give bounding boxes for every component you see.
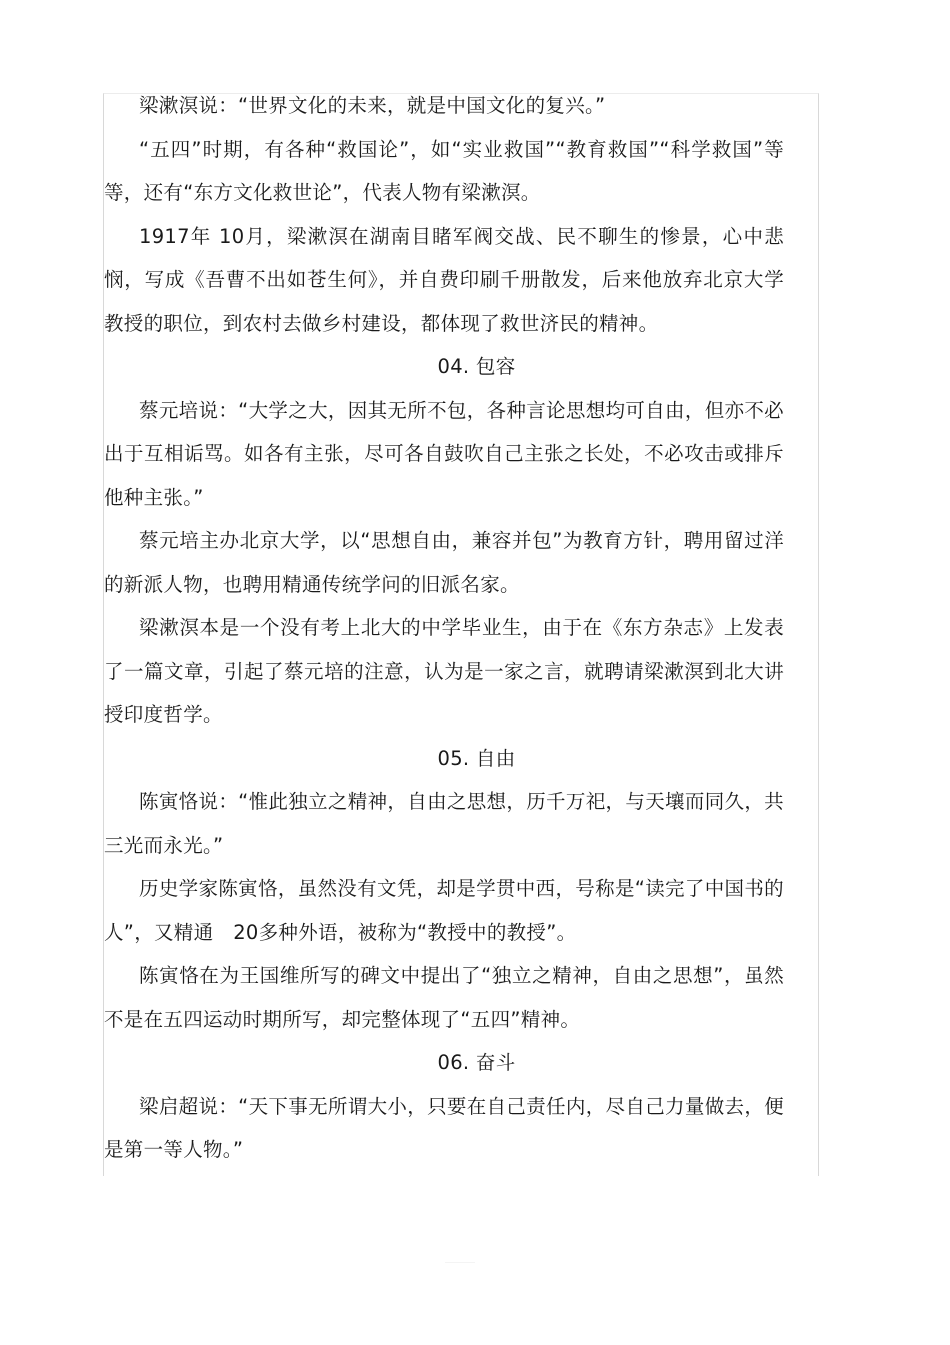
paragraph: 陈寅恪说：“惟此独立之精神，自由之思想，历千万祀，与天壤而同久，共三光而永光。” [104, 790, 784, 857]
paragraph: 蔡元培主办北京大学，以“思想自由，兼容并包”为教育方针，聘用留过洋的新派人物，也聘用精通传统学问的旧派名家。 [104, 529, 784, 596]
paragraph: “五四”时期，有各种“救国论”，如“实业救国”“教育救国”“科学救国”等等，还有“东方文化救世论”，代表人物有梁漱溟。 [104, 137, 784, 204]
paragraph: 1917年 10月，梁漱溟在湖南目睹军阀交战、民不聊生的惨景，心中悲悯，写成《吾曹不出如苍生何》，并自费印刷千册散发，后来他放弃北京大学教授的职位，到农村去做乡村建设，都体现了救世济民的精神。 [104, 224, 784, 335]
section-heading: 04. 包容 [437, 355, 516, 378]
paragraph: 梁漱溟本是一个没有考上北大的中学毕业生，由于在《东方杂志》上发表了一篇文章，引起了蔡元培的注意，认为是一家之言，就聘请梁漱溟到北大讲授印度哲学。 [104, 616, 784, 726]
document-body [104, 84, 784, 1172]
paragraph: 陈寅恪在为王国维所写的碑文中提出了“独立之精神，自由之思想”，虽然不是在五四运动时期所写，却完整体现了“五四”精神。 [104, 964, 784, 1031]
paragraph: 梁漱溟说：“世界文化的未来，就是中国文化的复兴。” [139, 94, 606, 117]
section-heading: 05. 自由 [437, 746, 516, 770]
paragraph: 梁启超说：“天下事无所谓大小，只要在自己责任内，尽自己力量做去，便是第一等人物。” [104, 1094, 784, 1161]
paragraph: 历史学家陈寅恪，虽然没有文凭，却是学贯中西，号称是“读完了中国书的人”，又精通 20多种外语，被称为“教授中的教授”。 [104, 877, 784, 944]
section-heading: 06. 奋斗 [437, 1051, 516, 1074]
paragraph: 蔡元培说：“大学之大，因其无所不包，各种言论思想均可自由，但亦不必出于互相诟骂。如各有主张，尽可各自鼓吹自己主张之长处，不必攻击或排斥他种主张。” [104, 398, 784, 509]
page-divider [445, 1262, 475, 1263]
